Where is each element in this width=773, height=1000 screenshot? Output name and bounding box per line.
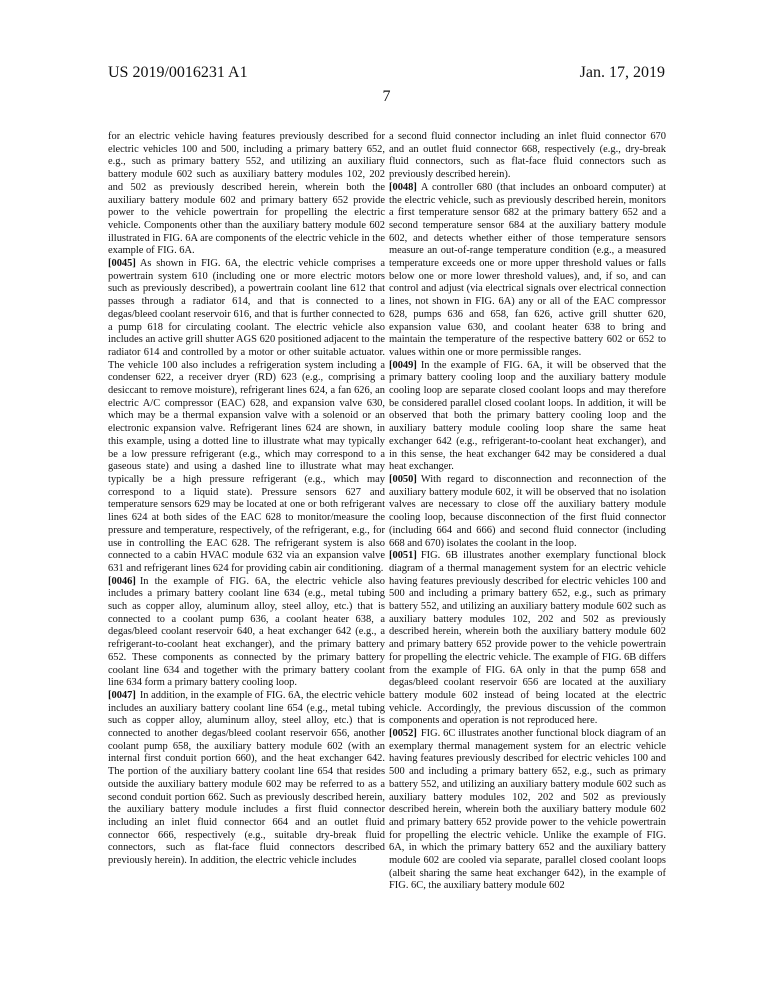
paragraph-0047 xyxy=(108,690,385,868)
paragraph-number: [0051] xyxy=(389,550,417,562)
right-column xyxy=(389,131,666,981)
publication-number: US 2019/0016231 A1 xyxy=(108,64,248,81)
paragraph-number: [0045] xyxy=(108,258,136,270)
body-columns xyxy=(108,131,666,981)
paragraph-0048 xyxy=(389,182,666,360)
paragraph-text: With regard to disconnection and reconnection of the auxiliary battery module 602, it will be observed that no isolation valves are necessary to close off the auxiliary battery module cooling loop, because disconnection of the first fluid connector (including 664 and 666) and second fluid connector (including 668 and 670) isolates the coolant in the loop. xyxy=(389,473,666,549)
paragraph-number: [0049] xyxy=(389,359,417,371)
paragraph-number: [0046] xyxy=(108,575,136,587)
paragraph-number: [0048] xyxy=(389,181,417,193)
page-number: 7 xyxy=(382,88,391,105)
paragraph-text: A controller 680 (that includes an onboard computer) at the electric vehicle, such as previously described herein, monitors a first temperature sensor 682 at the primary battery 652 and a second temperature sensor 684 at the auxiliary battery module 602, and detects whether either of those temperature sensors measure an out-of-range temperature condition (e.g., a measured temperature exceeds one or more upper threshold values or falls below one or more lower threshold values), and, if so, and can control and adjust (via electrical signals over electrical connection lines, not shown in FIG. 6A) any or all of the EAC compressor 628, pumps 636 and 658, fan 626, active grill shutter 620, expansion value 630, and coolant heater 638 to bring and maintain the temperature of the respective battery 602 or 652 to values within one or more permissible ranges. xyxy=(389,181,666,358)
paragraph-text: In addition, in the example of FIG. 6A, the electric vehicle includes an auxiliary battery coolant line 654 (e.g., metal tubing such as copper alloy, aluminum alloy, steel alloy, etc.) that is connected to another degas/bleed coolant reservoir 656, another coolant pump 658, the auxiliary battery module 602 (with an internal first conduit portion 660), and the heat exchanger 642. The portion of the auxiliary battery coolant line 654 that resides outside the auxiliary battery module 602 may be referred to as a second conduit portion 662. Such as previously described herein, the auxiliary battery module includes a first fluid connector including an inlet fluid connector 664 and an outlet fluid connector 666, respectively (e.g., suitable dry-break fluid connectors, such as flat-face fluid connectors described previously herein). In addition, the electric vehicle includes xyxy=(108,689,385,867)
paragraph-0051 xyxy=(389,550,666,728)
paragraph-continuation xyxy=(389,131,666,182)
paragraph-text: FIG. 6B illustrates another exemplary functional block diagram of a thermal management system for an electric vehicle having features previously described for electric vehicles 100 and 500 and including a primary battery 652, e.g., such as primary battery 552, and utilizing an auxiliary battery module 602 such as auxiliary battery modules 102, 202 and 502 as previously described herein, wherein both the auxiliary battery module 602 and primary battery 652 provide power to the vehicle powertrain for propelling the electric vehicle. The example of FIG. 6B differs from the example of FIG. 6A only in that the pump 658 and degas/bleed coolant reservoir 656 are located at the auxiliary battery module 602 instead of being located at the electric vehicle. Accordingly, the previous discussion of the common components and operation is not reproduced here. xyxy=(389,550,666,727)
paragraph-text: In the example of FIG. 6A, it will be observed that the primary battery cooling loop and the auxiliary battery module cooling loop are separate closed coolant loops and may therefore be considered parallel closed coolant loops. In addition, it will be observed that both the primary battery cooling loop and the auxiliary battery module cooling loop share the same heat exchanger 642 (e.g., refrigerant-to-coolant heat exchanger), and in this sense, the heat exchanger 642 may be considered a dual heat exchanger. xyxy=(389,359,666,473)
paragraph-number: [0050] xyxy=(389,473,417,485)
paragraph-text: a second fluid connector including an inlet fluid connector 670 and an outlet fluid connector 668, respectively (e.g., dry-break fluid connectors, such as flat-face fluid connectors such as previously described herein). xyxy=(389,131,666,181)
paragraph-text: As shown in FIG. 6A, the electric vehicle comprises a powertrain system 610 (including one or more electric motors such as previously described), a powertrain coolant line 612 that passes through a radiator 614, and that is connected to a degas/bleed coolant reservoir 616, and that is further connected to a pump 618 for circulating coolant. The electric vehicle also includes an active grill shutter AGS 620 positioned adjacent to the radiator 614 and controlled by a motor or other suitable actuator. The vehicle 100 also includes a refrigeration system including a condenser 622, a receiver dryer (RD) 623 (e.g., comprising a desiccant to remove moisture), refrigerant lines 624, a fan 626, an electric A/C compressor (EAC) 628, and expansion valve 630, which may be a thermal expansion valve with a solenoid or an electronic expansion valve. Refrigerant lines 624 are shown, in this example, using a dotted line to illustrate what may typically be a low pressure refrigerant (e.g., which may correspond to a gaseous state) and using a dashed line to illustrate what may typically be a high pressure refrigerant (e.g., which may correspond to a liquid state). Pressure sensors 627 and temperature sensors 629 may be located at one or both refrigerant lines 624 at both sides of the EAC 628 to monitor/measure the pressure and temperature, respectively, of the refrigerant, e.g., for use in controlling the EAC 628. The refrigerant system is also connected to a cabin HVAC module 632 via an expansion valve 631 and refrigerant lines 624 for providing cabin air conditioning. xyxy=(108,258,385,574)
paragraph-number: [0047] xyxy=(108,689,136,701)
paragraph-number: [0052] xyxy=(389,728,417,740)
left-column xyxy=(108,131,385,981)
paragraph-0049 xyxy=(389,360,666,474)
paragraph-0046 xyxy=(108,576,385,690)
paragraph-0050 xyxy=(389,474,666,550)
paragraph-continuation xyxy=(108,131,385,258)
publication-date: Jan. 17, 2019 xyxy=(579,64,665,81)
paragraph-text: FIG. 6C illustrates another functional block diagram of an exemplary thermal management system for an electric vehicle having features previously described for electric vehicles 100 and 500 and including a primary battery 652, e.g., such as primary battery 552, and utilizing an auxiliary battery module 602 such as auxiliary battery modules 102, 202 and 502 as previously described herein, wherein both the auxiliary battery module 602 and primary battery 652 provide power to the vehicle powertrain for propelling the electric vehicle. Unlike the example of FIG. 6A, in which the primary battery 652 and the auxiliary battery module 602 are cooled via separate, parallel closed coolant loops (albeit sharing the same heat exchanger 642), in the example of FIG. 6C, the auxiliary battery module 602 xyxy=(389,728,666,892)
paragraph-text: for an electric vehicle having features previously described for electric vehicles 100 and 500, including a primary battery 652, e.g., such as primary battery 552, and utilizing an auxiliary battery module 602 such as auxiliary battery modules 102, 202 and 502 as previously described herein, wherein both the auxiliary battery module 602 and primary battery 652 provide power to the vehicle powertrain for propelling the electric vehicle. Components other than the auxiliary battery module 602 illustrated in FIG. 6A are components of the electric vehicle in the example of FIG. 6A. xyxy=(108,131,385,257)
paragraph-text: In the example of FIG. 6A, the electric vehicle also includes a primary battery coolant line 634 (e.g., metal tubing such as copper alloy, aluminum alloy, steel alloy, etc.) that is connected to a coolant pump 636, a coolant heater 638, a degas/bleed coolant reservoir 640, a heat exchanger 642 (e.g., a refrigerant-to-coolant heat exchanger), and the primary battery 652. These components as connected by the primary battery coolant line 634 and together with the primary battery coolant line 634 form a primary battery cooling loop. xyxy=(108,575,385,689)
paragraph-0045 xyxy=(108,258,385,576)
paragraph-0052 xyxy=(389,728,666,893)
